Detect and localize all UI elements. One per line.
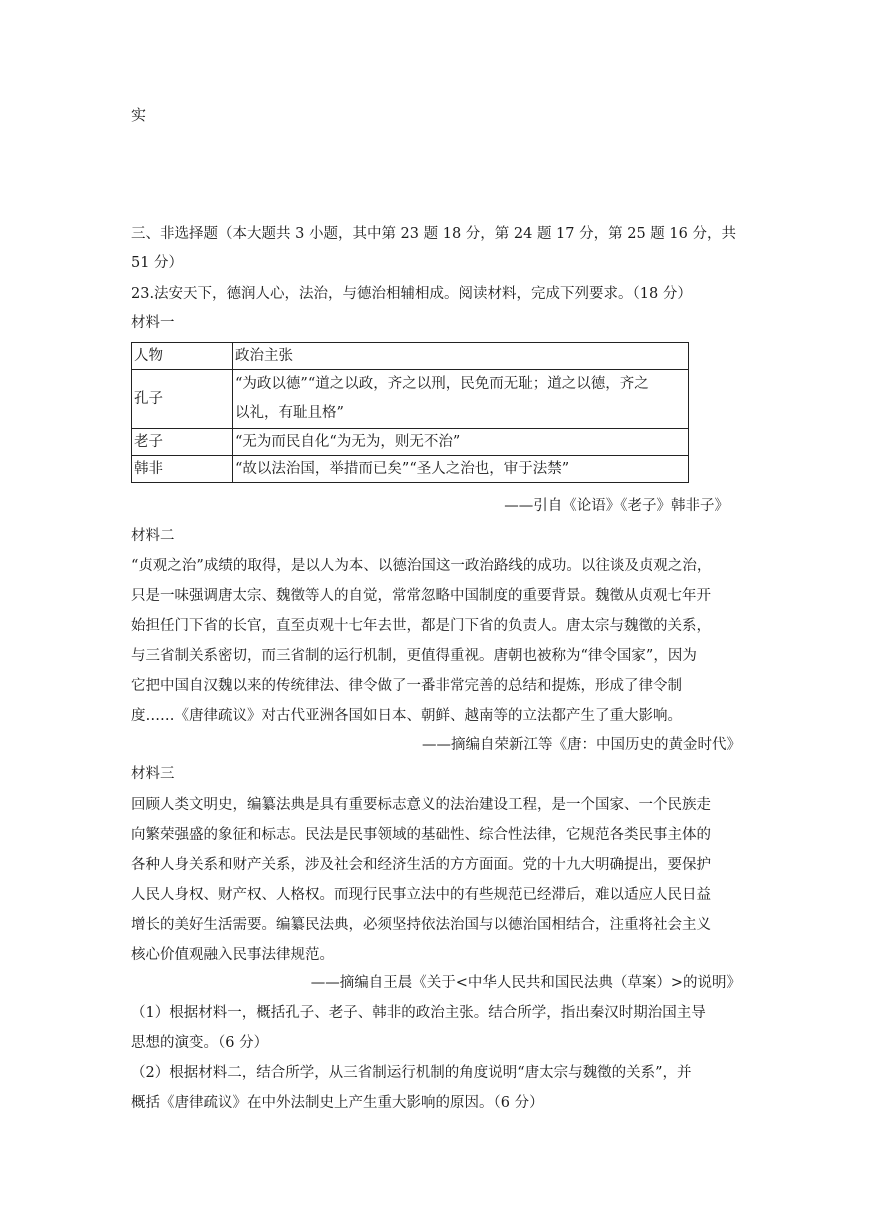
table-row xyxy=(132,370,689,429)
person-cell: 孔子 xyxy=(132,370,233,429)
paragraph-line: 向繁荣强盛的象征和标志。民法是民事领域的基础性、综合性法律，它规范各类民事主体的 xyxy=(131,827,711,843)
section-heading: 三、非选择题（本大题共 3 小题，其中第 23 题 18 分，第 24 题 17 分，第 25 题 16 分，共 xyxy=(131,226,736,242)
material-1-label: 材料一 xyxy=(131,315,175,331)
paragraph-line: 各种人身关系和财产关系，涉及社会和经济生活的方方面面。党的十九大明确提出，要保护 xyxy=(131,857,711,873)
idea-line: “为政以德”“道之以政，齐之以刑，民免而无耻；道之以德，齐之 xyxy=(235,376,649,392)
question-2 xyxy=(131,1058,739,1118)
material-3-label: 材料三 xyxy=(131,766,175,782)
paragraph-line: 核心价值观融入民事法律规范。 xyxy=(131,947,334,963)
paragraph-line: 增长的美好生活需要。编纂民法典，必须坚持依法治国与以德治国相结合，注重将社会主义 xyxy=(131,917,711,933)
question-line: 概括《唐律疏议》在中外法制史上产生重大影响的原因。（6 分） xyxy=(131,1095,544,1111)
question-line: （2）根据材料二，结合所学，从三省制运行机制的角度说明“唐太宗与魏徵的关系”，并 xyxy=(131,1065,692,1081)
paragraph-line: 回顾人类文明史，编纂法典是具有重要标志意义的法治建设工程，是一个国家、一个民族走 xyxy=(131,797,711,813)
paragraph-line: 度……《唐律疏议》对古代亚洲各国如日本、朝鲜、越南等的立法都产生了重大影响。 xyxy=(131,708,682,724)
material-3-source: ——摘编自王晨《关于<中华人民共和国民法典（草案）>的说明》 xyxy=(310,975,741,991)
material-3-body xyxy=(131,790,739,970)
question-line: （1）根据材料一，概括孔子、老子、韩非的政治主张。结合所学，指出秦汉时期治国主导 xyxy=(131,1005,706,1021)
person-cell: 老子 xyxy=(132,429,233,456)
paragraph-line: 人民人身权、财产权、人格权。而现行民事立法中的有些规范已经滞后，难以适应人民日益 xyxy=(131,887,711,903)
material-2-body xyxy=(131,551,739,731)
paragraph-line: 与三省制关系密切，而三省制的运行机制，更值得重视。唐朝也被称为“律令国家”，因为 xyxy=(131,648,697,664)
paragraph-line: 始担任门下省的长官，直至贞观十七年去世，都是门下省的负责人。唐太宗与魏徵的关系， xyxy=(131,618,711,634)
material-1-source: ——引自《论语》《老子》韩非子》 xyxy=(504,498,729,514)
top-character: 实 xyxy=(131,106,147,124)
paragraph-line: 它把中国自汉魏以来的传统律法、律令做了一番非常完善的总结和提炼，形成了律令制 xyxy=(131,678,682,694)
paragraph-line: 只是一味强调唐太宗、魏徵等人的自觉，常常忽略中国制度的重要背景。魏徵从贞观七年开 xyxy=(131,588,711,604)
table-header-row xyxy=(132,343,689,370)
question-line: 思想的演变。（6 分） xyxy=(131,1035,269,1051)
question-1 xyxy=(131,998,739,1058)
table-row xyxy=(132,429,689,456)
question-23-title: 23.法安天下，德润人心，法治，与德治相辅相成。阅读材料，完成下列要求。（18 分） xyxy=(131,286,692,302)
idea-cell: “故以法治国，举措而已矣”“圣人之治也，审于法禁” xyxy=(233,456,689,483)
table-row xyxy=(132,456,689,483)
table-header-person: 人物 xyxy=(132,343,233,370)
material-2-label: 材料二 xyxy=(131,528,175,544)
table-header-idea: 政治主张 xyxy=(233,343,689,370)
section-heading-cont: 51 分） xyxy=(131,255,184,271)
paragraph-line: “贞观之治”成绩的取得，是以人为本、以德治国这一政治路线的成功。以往谈及贞观之治， xyxy=(131,558,712,574)
material-2-source: ——摘编自荣新江等《唐：中国历史的黄金时代》 xyxy=(422,737,741,753)
idea-cell xyxy=(233,370,689,429)
idea-cell: “无为而民自化“为无为，则无不治” xyxy=(233,429,689,456)
idea-line: 以礼，有耻且格” xyxy=(235,405,344,421)
material-1-table xyxy=(131,342,689,483)
person-cell: 韩非 xyxy=(132,456,233,483)
